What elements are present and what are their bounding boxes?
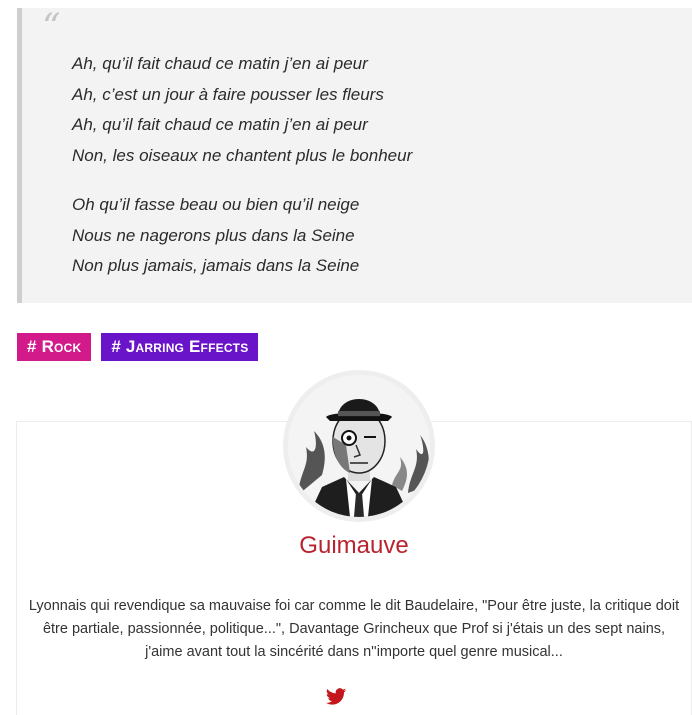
lyric-line: Ah, qu’il fait chaud ce matin j’en ai peur <box>72 115 368 134</box>
twitter-icon[interactable] <box>325 686 347 708</box>
author-name[interactable]: Guimauve <box>299 532 409 559</box>
quote-mark-icon: “ <box>42 7 61 48</box>
tag-jarring-effects[interactable]: # Jarring Effects <box>101 333 258 361</box>
blockquote <box>17 8 692 303</box>
lyric-line: Non, les oiseaux ne chantent plus le bonheur <box>72 145 413 165</box>
lyric-line: Oh qu’il fasse beau ou bien qu’il neige <box>72 195 360 214</box>
avatar <box>283 370 435 522</box>
lyrics-stanza-1 <box>72 49 412 171</box>
lyric-line: Non plus jamais, jamais dans la Seine <box>72 256 360 275</box>
author-bio: Lyonnais qui revendique sa mauvaise foi car comme le dit Baudelaire, "Pour être juste, la critique doit être partiale, passionnée, politique...", Davantage Grincheux que Prof si j'étais un des sept nains, j'aime avant tout la sincérité dans n''importe quel genre musical... <box>28 598 680 660</box>
lyric-line: Nous ne nagerons plus dans la Seine <box>72 225 355 245</box>
tag-list <box>17 333 258 361</box>
tag-rock[interactable]: # Rock <box>17 333 91 361</box>
lyrics-stanza-2 <box>72 190 359 282</box>
avatar-illustration <box>288 375 430 517</box>
lyric-line: Ah, c’est un jour à faire pousser les fleurs <box>72 84 384 104</box>
lyric-line: Ah, qu’il fait chaud ce matin j’en ai peur <box>72 54 368 73</box>
